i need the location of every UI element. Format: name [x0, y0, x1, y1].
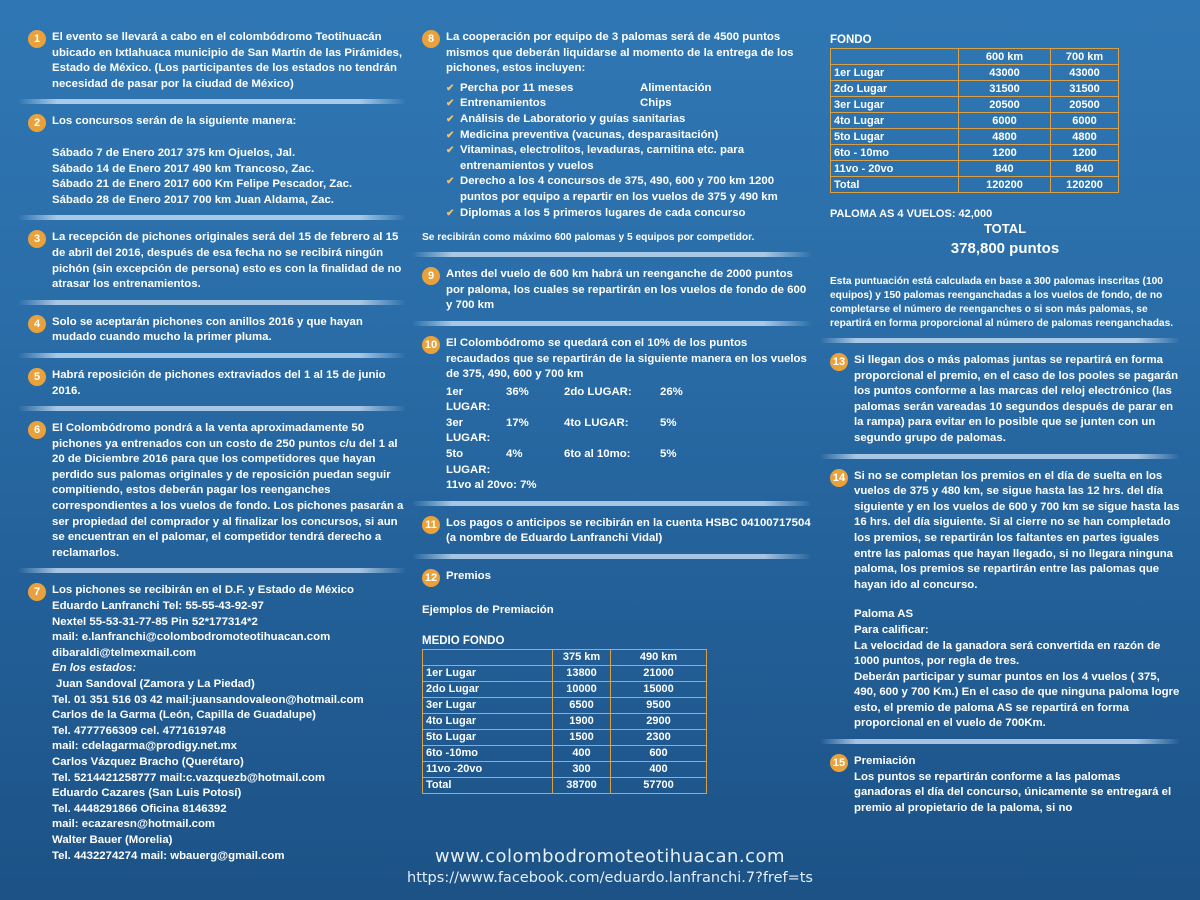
- rule-9-text: Antes del vuelo de 600 km habrá un reenganche de 2000 puntos por paloma, los cuales se repartirán en los vuelos de fondo de 600 y 700 km: [446, 268, 807, 312]
- number-badge: 5: [28, 368, 46, 386]
- rule-10-text: El Colombódromo se quedará con el 10% de los puntos recaudados que se repartirán de la siguiente manera en los vuelos de 375, 490, 600 y 700 km: [446, 336, 807, 381]
- table-row: [423, 761, 707, 777]
- cell: 31500: [1051, 81, 1119, 97]
- number-badge: 11: [422, 516, 440, 534]
- cell: 6to - 10mo: [831, 145, 959, 161]
- divider: [18, 99, 406, 104]
- included-item: ✔ Derecho a los 4 concursos de 375, 490, 600 y 700 km 1200 puntos por equipo a repartir en los vuelos de 375 y 490 km: [446, 174, 812, 205]
- paloma-as-subtitle: Para calificar:: [854, 623, 929, 636]
- place-percent: 26%: [660, 385, 683, 398]
- number-badge: 1: [28, 30, 46, 48]
- cell: 1200: [959, 145, 1051, 161]
- rule-4-text: Solo se aceptarán pichones con anillos 2016 y que hayan mudado cuando mucho la primer pluma.: [52, 315, 363, 344]
- rule-9: [422, 267, 812, 314]
- cell: 4800: [1051, 129, 1119, 145]
- cell: 43000: [959, 65, 1051, 81]
- cell: 2300: [611, 729, 707, 745]
- medio-fondo-block: [422, 635, 812, 794]
- divider: [412, 554, 812, 559]
- table-row: [423, 745, 707, 761]
- rule-6: [28, 421, 406, 561]
- included-item: Alimentación: [640, 81, 712, 94]
- total-value: 378,800 puntos: [950, 240, 1060, 257]
- race-date: Sábado 14 de Enero 2017 490 km Trancoso, Zac.: [52, 162, 315, 175]
- table-header: 700 km: [1051, 49, 1119, 65]
- total-label: TOTAL: [983, 221, 1027, 236]
- included-item: ✔ Entrenamientos: [460, 97, 547, 110]
- cell: 4to Lugar: [831, 113, 959, 129]
- rule-6-text: El Colombódromo pondrá a la venta aproximadamente 50 pichones ya entrenados con un costo de 250 puntos c/u del 1 al 20 de Diciembre 2016 para que los competidores que hayan perdido sus palomas originales y de reposición puedan seguir compitiendo, estos deberán pagar los reenganches correspondientes a los vuelos de fondo. Los pichones pasarán a ser propiedad del comprador y al finalizar los concursos, si aun se encuentran en el palomar, el competidor tendrá derecho a reclamarlos.: [52, 422, 404, 559]
- rule-2: [28, 114, 406, 208]
- table-row: [423, 777, 707, 793]
- column-left: [28, 30, 406, 864]
- column-right: [830, 34, 1180, 816]
- rule-5: [28, 368, 406, 399]
- table-header-empty: [831, 49, 959, 65]
- rule-7: [28, 583, 406, 864]
- table-row: [423, 729, 707, 745]
- divider: [18, 353, 406, 358]
- cell: 120200: [959, 177, 1051, 193]
- divider: [820, 454, 1180, 459]
- state-contact: Tel. 5214421258777 mail:c.vazquezb@hotmail.com: [52, 771, 326, 784]
- states-header: En los estados:: [52, 662, 137, 675]
- cell: 120200: [1051, 177, 1119, 193]
- place-label: 3er LUGAR:: [446, 416, 491, 445]
- state-contact: Carlos Vázquez Bracho (Querétaro): [52, 755, 244, 768]
- place-label: 6to al 10mo:: [564, 448, 631, 461]
- contact-line: Eduardo Lanfranchi Tel: 55-55-43-92-97: [52, 600, 264, 613]
- table-row: [423, 665, 707, 681]
- table-row: [831, 65, 1119, 81]
- contact-line: Los pichones se recibirán en el D.F. y Estado de México: [52, 584, 354, 597]
- race-date: Sábado 21 de Enero 2017 600 Km Felipe Pescador, Zac.: [52, 178, 353, 191]
- state-contact: Carlos de la Garma (León, Capilla de Guadalupe): [52, 709, 316, 722]
- cell: 20500: [1051, 97, 1119, 113]
- contact-email: dibaraldi@telmexmail.com: [52, 646, 197, 659]
- included-item: Chips: [640, 97, 672, 110]
- state-contact: Eduardo Cazares (San Luis Potosí): [52, 787, 242, 800]
- divider: [412, 321, 812, 326]
- examples-heading: Ejemplos de Premiación: [422, 603, 554, 616]
- rule-8-text: La cooperación por equipo de 3 palomas será de 4500 puntos mismos que deberán liquidarse al momento de la entrega de los pichones, estos incluyen:: [446, 31, 794, 75]
- place-percent: 5%: [660, 416, 677, 429]
- state-contact: Walter Bauer (Morelia): [52, 833, 173, 846]
- rule-11: [422, 516, 812, 547]
- divider: [412, 252, 812, 257]
- cell: 5to Lugar: [423, 729, 553, 745]
- place-percent: 17%: [506, 416, 529, 429]
- number-badge: 8: [422, 30, 440, 48]
- paloma-as-total: PALOMA AS 4 VUELOS: 42,000: [830, 208, 993, 220]
- cell: 3er Lugar: [423, 697, 553, 713]
- cell: 1500: [553, 729, 611, 745]
- table-row: [831, 177, 1119, 193]
- cell: 9500: [611, 697, 707, 713]
- rule-13-text: Si llegan dos o más palomas juntas se repartirá en forma proporcional el premio, en el caso de los pooles se pagarán los puntos conforme a las marcas del reloj electrónico (las palomas serán vareadas 10 segundos después de parar en la rampa) para evitar en lo posible que se junten con un segundo grupo de palomas.: [854, 354, 1179, 444]
- cell: 6to -10mo: [423, 745, 553, 761]
- cell: 4to Lugar: [423, 713, 553, 729]
- cell: 57700: [611, 777, 707, 793]
- website-link[interactable]: www.colombodromoteotihuacan.com: [434, 846, 786, 867]
- table-row: [831, 97, 1119, 113]
- cell: 10000: [553, 681, 611, 697]
- divider: [820, 739, 1180, 744]
- rule-1-text: El evento se llevará a cabo en el colombódromo Teotihuacán ubicado en Ixtlahuaca municipio de San Martín de las Pirámides, Estado de México. (Los participantes de los estados no tendrán necesidad de pasar por la ciudad de México): [52, 31, 403, 90]
- cell: 3er Lugar: [831, 97, 959, 113]
- fondo-title: FONDO: [830, 34, 872, 46]
- number-badge: 2: [28, 114, 46, 132]
- medio-fondo-table: [422, 649, 707, 794]
- rule-15: [830, 754, 1180, 816]
- table-header: 490 km: [611, 649, 707, 665]
- rule-8: [422, 30, 812, 221]
- included-item: ✔ Medicina preventiva (vacunas, desparasitación): [446, 128, 812, 144]
- divider: [18, 568, 406, 573]
- cell: 2do Lugar: [831, 81, 959, 97]
- cell: 400: [553, 745, 611, 761]
- table-row: [831, 145, 1119, 161]
- rule-14: [830, 469, 1180, 733]
- table-row: [831, 81, 1119, 97]
- divider: [820, 338, 1180, 343]
- table-header-row: [831, 49, 1119, 65]
- cell: 1er Lugar: [831, 65, 959, 81]
- rule-13: [830, 353, 1180, 447]
- table-row: [831, 129, 1119, 145]
- place-percent: 5%: [660, 448, 677, 461]
- cell: 840: [959, 161, 1051, 177]
- divider: [18, 300, 406, 305]
- cell: 2do Lugar: [423, 681, 553, 697]
- paloma-as-text: Deberán participar y sumar puntos en los 4 vuelos ( 375, 490, 600 y 700 Km.) En el caso de que ninguna paloma logre esto, el premio de paloma AS se repartirá en forma proporcional en el vuelo de 700Km.: [854, 670, 1180, 730]
- rule-1: [28, 30, 406, 92]
- cell: 6000: [959, 113, 1051, 129]
- rule-2-text: Los concursos serán de la siguiente manera:: [52, 115, 297, 128]
- table-row: [831, 113, 1119, 129]
- included-pair: [446, 96, 812, 112]
- cell: 300: [553, 761, 611, 777]
- cell: 6500: [553, 697, 611, 713]
- cell: 1er Lugar: [423, 665, 553, 681]
- medio-fondo-title: MEDIO FONDO: [422, 634, 505, 647]
- rule-14-text: Si no se completan los premios en el día de suelta en los vuelos de 375 y 480 km, se sigue hasta las 12 hrs. del día siguiente y en los vuelos de 600 y 700 km se sigue hasta las 16 hrs. del día siguiente. Si al cierre no se han completado los premios, se repartirán los faltantes en partes iguales entre las palomas que hayan llegado, si no llegara ninguna paloma, los premios se repartirán entre las palomas que hayan ido al concurso.: [854, 469, 1180, 591]
- table-header-empty: [423, 649, 553, 665]
- place-percent: 4%: [506, 448, 523, 461]
- state-contact: mail: ecazaresn@hotmail.com: [52, 818, 216, 831]
- rule-10: [422, 336, 812, 494]
- included-item: ✔ Percha por 11 meses: [460, 81, 574, 94]
- number-badge: 7: [28, 583, 46, 601]
- table-row: [423, 697, 707, 713]
- number-badge: 10: [422, 336, 440, 354]
- number-badge: 14: [830, 469, 848, 487]
- cell: 15000: [611, 681, 707, 697]
- rule-15-text: Los puntos se repartirán conforme a las palomas ganadoras el día del concurso, únicamente se entregará el premio al propietario de la paloma, si no: [854, 770, 1172, 814]
- included-pair: [446, 81, 812, 97]
- number-badge: 12: [422, 569, 440, 587]
- calculation-note: Esta puntuación está calculada en base a 300 palomas inscritas (100 equipos) y 150 palomas reenganchadas a los vuelos de fondo, de no completarse el número de reenganches o si son más palomas, se repartirá en forma proporcional al número de palomas reenganchadas.: [830, 276, 1174, 329]
- contact-email: mail: e.lanfranchi@colombodromoteotihuacan.com: [52, 631, 331, 644]
- cell: 600: [611, 745, 707, 761]
- cell: 20500: [959, 97, 1051, 113]
- cell: 43000: [1051, 65, 1119, 81]
- place-label: 2do LUGAR:: [564, 385, 632, 398]
- cell: 1200: [1051, 145, 1119, 161]
- rule-4: [28, 315, 406, 346]
- number-badge: 6: [28, 421, 46, 439]
- contact-line: Nextel 55-53-31-77-85 Pin 52*177314*2: [52, 615, 258, 628]
- number-badge: 9: [422, 267, 440, 285]
- divider: [412, 501, 812, 506]
- cell: 11vo -20vo: [423, 761, 553, 777]
- number-badge: 3: [28, 230, 46, 248]
- cell: 31500: [959, 81, 1051, 97]
- rule-11-text: Los pagos o anticipos se recibirán en la cuenta HSBC 04100717504 (a nombre de Eduardo Lanfranchi Vidal): [446, 516, 811, 545]
- cell: 38700: [553, 777, 611, 793]
- included-item: ✔ Diplomas a los 5 primeros lugares de cada concurso: [446, 206, 812, 222]
- fondo-table: [830, 48, 1119, 193]
- rule-3: [28, 230, 406, 292]
- table-row: [423, 681, 707, 697]
- place-percent: 36%: [506, 385, 529, 398]
- race-date: Sábado 28 de Enero 2017 700 km Juan Aldama, Zac.: [52, 193, 334, 206]
- cell: 400: [611, 761, 707, 777]
- divider: [18, 406, 406, 411]
- cell: 840: [1051, 161, 1119, 177]
- place-label: 5to LUGAR:: [446, 448, 491, 476]
- included-item: ✔ Vitaminas, electrolitos, levaduras, carnitina etc. para entrenamientos y vuelos: [446, 143, 812, 174]
- cell: Total: [831, 177, 959, 193]
- included-list: [446, 81, 812, 221]
- cell: 1900: [553, 713, 611, 729]
- table-row: [423, 713, 707, 729]
- fondo-block: [830, 34, 1180, 193]
- cell: 4800: [959, 129, 1051, 145]
- cell: 13800: [553, 665, 611, 681]
- divider: [18, 215, 406, 220]
- included-item: ✔ Análisis de Laboratorio y guías sanitarias: [446, 112, 812, 128]
- rule-12-text: Premios: [446, 570, 491, 583]
- capacity-note: Se recibirán como máximo 600 palomas y 5 equipos por competidor.: [422, 232, 755, 244]
- state-contact: mail: cdelagarma@prodigy.net.mx: [52, 740, 237, 753]
- cell: Total: [423, 777, 553, 793]
- table-header: 600 km: [959, 49, 1051, 65]
- number-badge: 4: [28, 315, 46, 333]
- rule-12: [422, 569, 812, 585]
- number-badge: 15: [830, 754, 848, 772]
- column-middle: [422, 30, 812, 794]
- table-header: 375 km: [553, 649, 611, 665]
- number-badge: 13: [830, 353, 848, 371]
- race-date: Sábado 7 de Enero 2017 375 km Ojuelos, Jal.: [52, 146, 296, 159]
- percentage-grid: [446, 385, 812, 479]
- table-row: [831, 161, 1119, 177]
- state-contact: Tel. 4432274274 mail: wbauerg@gmail.com: [52, 849, 285, 862]
- table-header-row: [423, 649, 707, 665]
- rule-15-title: Premiación: [854, 755, 916, 768]
- rule-3-text: La recepción de pichones originales será del 15 de febrero al 15 de abril del 2016, después de esa fecha no se recibirá ningún pichón (sin excepción de persona) esto es con la finalidad de no atrasar los entrenamientos.: [52, 231, 402, 291]
- paloma-as-title: Paloma AS: [854, 608, 914, 621]
- cell: 6000: [1051, 113, 1119, 129]
- place-label: 1er LUGAR:: [446, 385, 491, 414]
- rule-5-text: Habrá reposición de pichones extraviados del 1 al 15 de junio 2016.: [52, 368, 386, 397]
- race-dates: [52, 146, 406, 208]
- cell: 5to Lugar: [831, 129, 959, 145]
- place-last: 11vo al 20vo: 7%: [446, 479, 537, 492]
- paloma-as-text: La velocidad de la ganadora será convertida en razón de 1000 puntos, por regla de tres.: [854, 639, 1161, 668]
- facebook-link[interactable]: https://www.facebook.com/eduardo.lanfranchi.7?fref=ts: [407, 870, 813, 886]
- cell: 11vo - 20vo: [831, 161, 959, 177]
- state-contact: Tel. 01 351 516 03 42 mail:juansandovaleon@hotmail.com: [52, 693, 364, 706]
- cell: 2900: [611, 713, 707, 729]
- state-contact: Tel. 4448291866 Oficina 8146392: [52, 802, 227, 815]
- place-label: 4to LUGAR:: [564, 416, 629, 429]
- cell: 21000: [611, 665, 707, 681]
- state-contact: Juan Sandoval (Zamora y La Piedad): [56, 678, 255, 690]
- state-contact: Tel. 4777766309 cel. 4771619748: [52, 724, 226, 737]
